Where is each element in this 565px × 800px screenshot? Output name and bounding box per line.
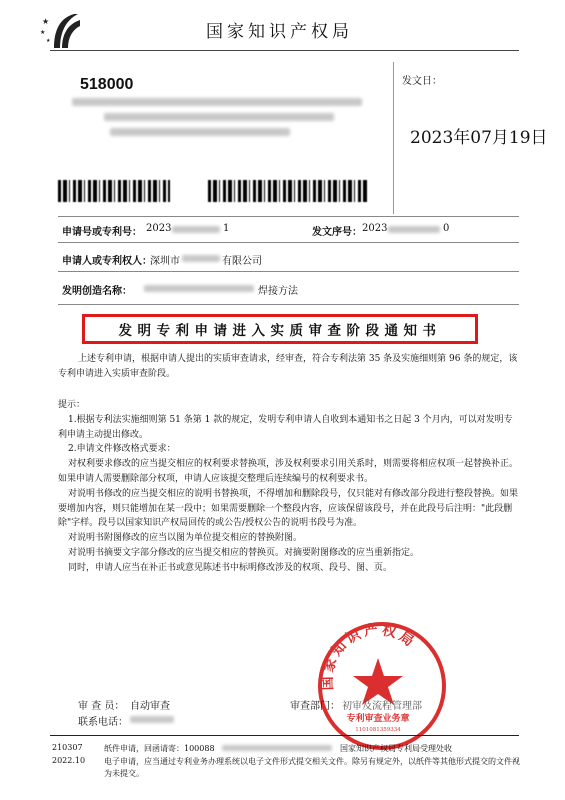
cnipa-logo-icon — [40, 10, 84, 50]
issue-date-value: 2023年07月19日 — [410, 128, 548, 148]
tips-heading: 提示： — [58, 400, 86, 410]
application-no-label: 申请号或专利号： — [62, 227, 142, 238]
applicant-suffix: 有限公司 — [222, 256, 262, 267]
tip-2e: 同时，申请人应当在补正书或意见陈述书中标明修改涉及的权项、段号、图、页。 — [68, 563, 393, 573]
body-paragraph-1: 上述专利申请，根据申请人提出的实质审查请求，经审查，符合专利法第 35 条及实施细则第 96 条的规定，该专利申请进入实质审查阶段。 — [58, 354, 518, 379]
barcode-left — [58, 180, 170, 202]
tip-2a: 对权利要求修改的应当提交相应的权利要求替换项，涉及权利要求引用关系时，则需要将相应权项一起替换补正。如果申请人需要删除部分权项，申请人应该提交整理后连续编号的权利要求书。 — [58, 459, 519, 484]
redacted-invention-name — [144, 285, 254, 292]
redacted-applicant — [182, 255, 220, 262]
application-no-suffix: 1 — [223, 223, 230, 234]
tip-2: 2.申请文件修改格式要求： — [68, 444, 176, 454]
redacted-address-line1 — [72, 98, 362, 106]
barcode-right — [208, 180, 368, 202]
tip-2c: 对说明书附图修改的应当以图为单位提交相应的替换附图。 — [68, 533, 303, 543]
form-code: 210307 — [52, 743, 83, 752]
redacted-application-no — [172, 226, 220, 233]
seal-number: 1101081359334 — [355, 727, 401, 733]
notice-title: 发明专利申请进入实质审查阶段通知书 — [118, 323, 442, 339]
svg-text:★: ★ — [42, 17, 50, 26]
redacted-address-line3 — [110, 128, 290, 136]
notice-title-box — [82, 314, 478, 344]
invention-suffix: 焊接方法 — [258, 286, 298, 297]
tip-2b: 对说明书修改的应当提交相应的说明书替换项，不得增加和删除段号，仅只能对有修改部分段进行整段替换。如果要增加内容，则只能增加在某一段中；如果需要删除一个整段内容，应该保留该段号，并在此段号后注明："此段删除"字样。段号以国家知识产权局回传的或公告/授权公告的说明书段号为准。 — [58, 489, 519, 528]
tip-1: 1.根据专利法实施细则第 51 条第 1 款的规定，发明专利申请人自收到本通知书之日起 3 个月内，可以对发明专利申请主动提出修改。 — [58, 415, 513, 440]
doc-no-value: 2023 — [362, 223, 388, 234]
issue-date-label: 发文日： — [402, 76, 442, 87]
applicant-label: 申请人或专利权人： — [62, 256, 152, 267]
doc-no-label: 发文序号： — [312, 227, 362, 238]
footer-note-1-right: 国家知识产权局专利局受理处收 — [340, 744, 452, 753]
examiner-value: 自动审查 — [130, 701, 170, 712]
seal-arc-text: 国家知识产权局 — [319, 622, 419, 691]
form-date: 2022.10 — [52, 756, 86, 765]
seal-bottom-text: 专利审查业务章 — [346, 714, 410, 724]
tip-2d: 对说明书摘要文字部分修改的应当提交相应的替换页。对摘要附图修改的应当重新指定。 — [68, 548, 420, 558]
footer-note-2: 电子申请，应当通过专利业务办理系统以电子文件形式提交相关文件。除另有规定外，以纸件等其他形式提交的文件视为未提交。 — [104, 757, 520, 778]
dept-value: 初审及流程管理部 — [342, 701, 422, 712]
invention-label: 发明创造名称： — [62, 286, 132, 297]
svg-text:★: ★ — [40, 29, 46, 36]
doc-no-suffix: 0 — [443, 223, 450, 234]
official-seal — [318, 622, 446, 750]
redacted-address-line2 — [104, 113, 334, 121]
dept-label: 审查部门： — [290, 701, 340, 712]
application-no-value: 2023 — [146, 223, 172, 234]
redacted-doc-no — [388, 226, 440, 233]
redacted-phone — [130, 716, 174, 723]
applicant-prefix: 深圳市 — [150, 256, 180, 267]
postcode: 518000 — [80, 76, 134, 93]
redacted-postal-address — [222, 745, 332, 751]
examiner-label: 审 查 员： — [78, 701, 125, 712]
cnipa-logo — [40, 10, 84, 50]
svg-text:★: ★ — [46, 38, 51, 44]
footer-note-1: 纸件申请，回函请寄：100088 — [104, 744, 215, 753]
office-title: 国家知识产权局 — [206, 22, 353, 42]
phone-label: 联系电话： — [78, 717, 128, 728]
